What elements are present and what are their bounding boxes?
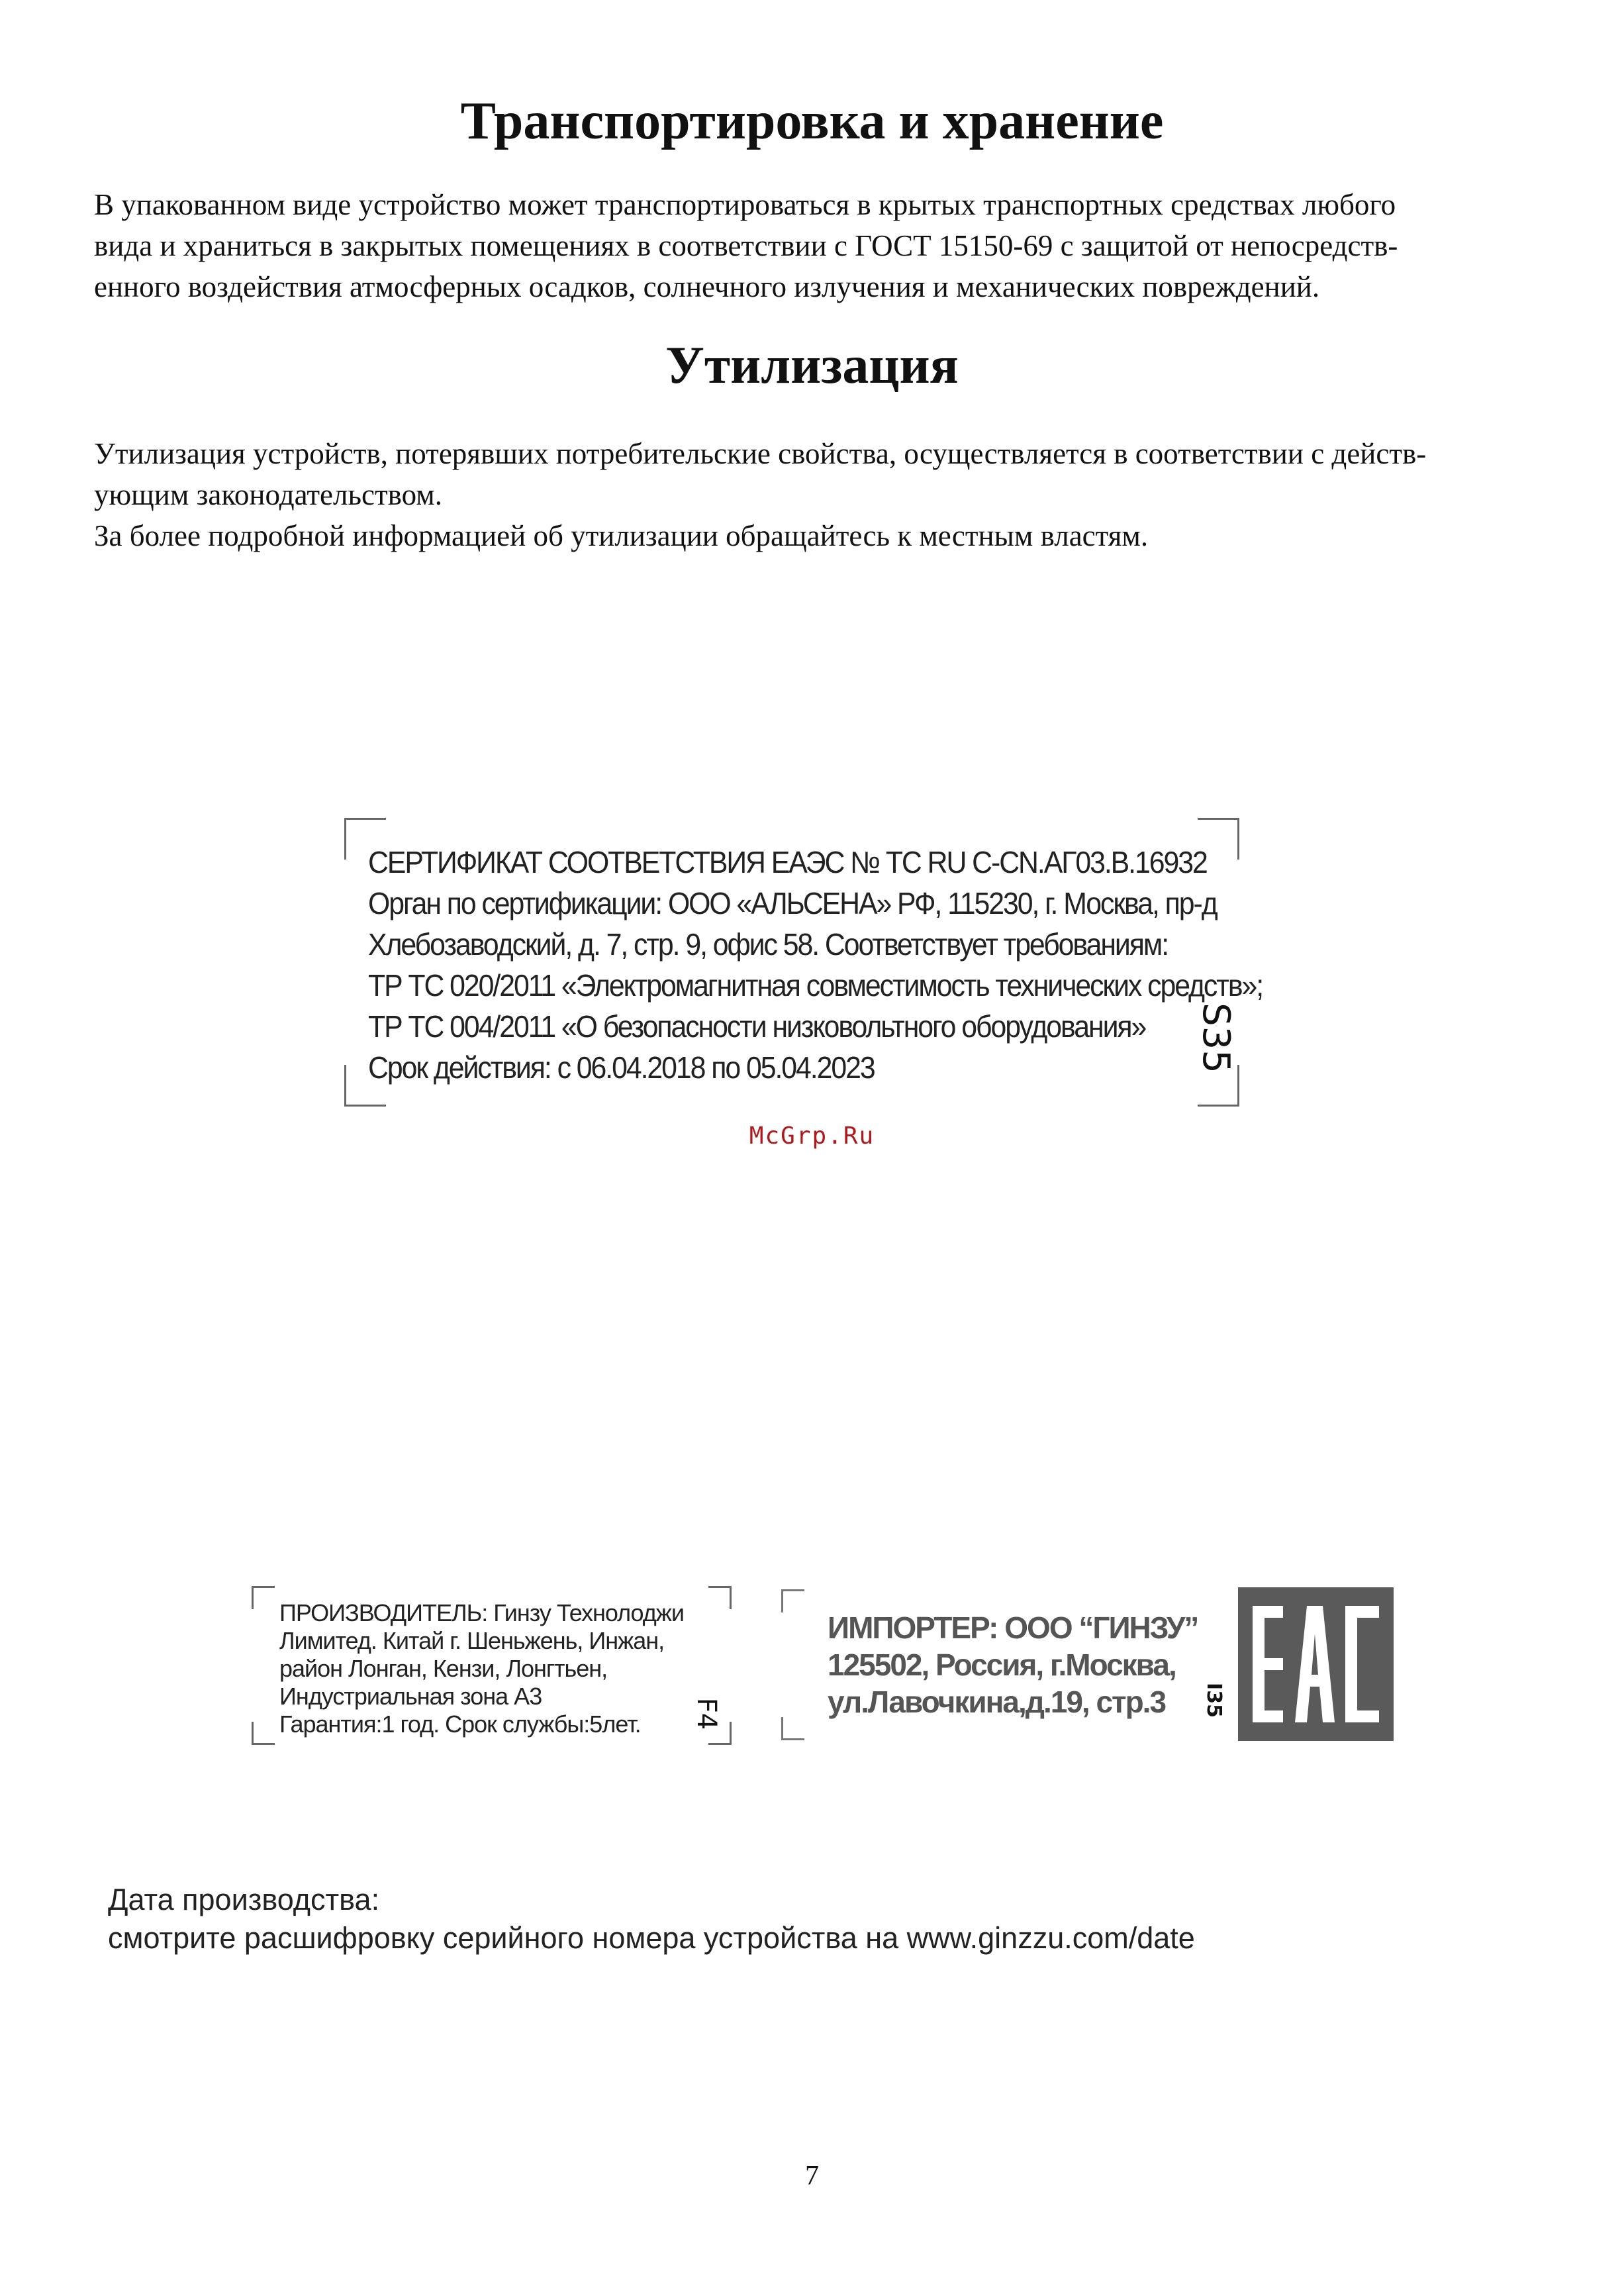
certificate-line: ТР ТС 020/2011 «Электромагнитная совместимость технических средств»; [368,968,1263,1003]
certificate-line: Хлебозаводский, д. 7, стр. 9, офис 58. Соответствует требованиям: [368,927,1169,962]
certificate-line: Орган по сертификации: ООО «АЛЬСЕНА» РФ, 115230, г. Москва, пр-д [368,886,1217,920]
importer-line: ИМПОРТЕР: ООО “ГИНЗУ” [828,1610,1198,1645]
certificate-line: СЕРТИФИКАТ СООТВЕТСТВИЯ ЕАЭС № ТС RU C-CN.АГ03.В.16932 [368,845,1207,879]
corner-mark [708,1586,732,1609]
production-date-text: смотрите расшифровку серийного номера устройства на www.ginzzu.com/date [108,1921,1195,1955]
manufacturer-line: Индустриальная зона А3 [279,1683,542,1710]
importer-stamp [781,1589,1238,1740]
importer-line: 125502, Россия, г.Москва, [828,1648,1176,1682]
production-date [108,1881,1195,1957]
manufacturer-line: Лимитед. Китай г. Шеньжень, Инжан, [279,1627,665,1654]
transport-paragraph [94,184,1551,307]
importer-code: I35 [1202,1683,1226,1718]
disposal-line-3: За более подробной информацией об утилизации обращайтесь к местным властям. [94,519,1149,552]
disposal-line-2: ующим законодательством. [94,478,442,511]
manufacturer-line: район Лонган, Кензи, Лонгтьен, [279,1655,608,1682]
transport-line-3: енного воздействия атмосферных осадков, солнечного излучения и механических повреждений. [94,270,1320,303]
disposal-paragraph [94,433,1551,556]
production-date-label: Дата производства: [108,1883,380,1916]
manufacturer-line: Гарантия:1 год. Срок службы:5лет. [279,1710,641,1738]
corner-mark [781,1589,804,1612]
manufacturer-code: F4 [691,1697,722,1730]
manufacturer-stamp [252,1586,732,1745]
certificate-line: ТР ТС 004/2011 «О безопасности низковольтного оборудования» [368,1009,1146,1044]
corner-mark [252,1586,275,1609]
manufacturer-text [279,1599,684,1738]
disposal-line-1: Утилизация устройств, потерявших потребительские свойства, осуществляется в соответствии с действ- [94,437,1427,470]
certificate-stamp [344,818,1263,1107]
eac-logo-icon [1238,1587,1394,1741]
manufacturer-line: ПРОИЗВОДИТЕЛЬ: Гинзу Технолоджи [279,1599,684,1626]
disposal-heading: Утилизация [665,336,959,395]
eac-logo [1238,1587,1394,1741]
watermark: McGrp.Ru [749,1122,875,1150]
certificate-text [368,842,1330,1088]
importer-text [828,1609,1198,1720]
transport-line-2: вида и храниться в закрытых помещениях в соответствии с ГОСТ 15150-69 с защитой от непосредств- [94,229,1398,262]
transport-heading: Транспортировка и хранение [460,92,1164,150]
certificate-line: Срок действия: с 06.04.2018 по 05.04.2023 [368,1050,875,1085]
transport-line-1: В упакованном виде устройство может транспортироваться в крытых транспортных средствах любого [94,188,1396,221]
certificate-code: S35 [1194,1003,1238,1073]
corner-mark [781,1717,804,1740]
page-number: 7 [805,2161,819,2191]
importer-line: ул.Лавочкина,д.19, стр.3 [828,1685,1166,1719]
corner-mark [252,1722,275,1745]
